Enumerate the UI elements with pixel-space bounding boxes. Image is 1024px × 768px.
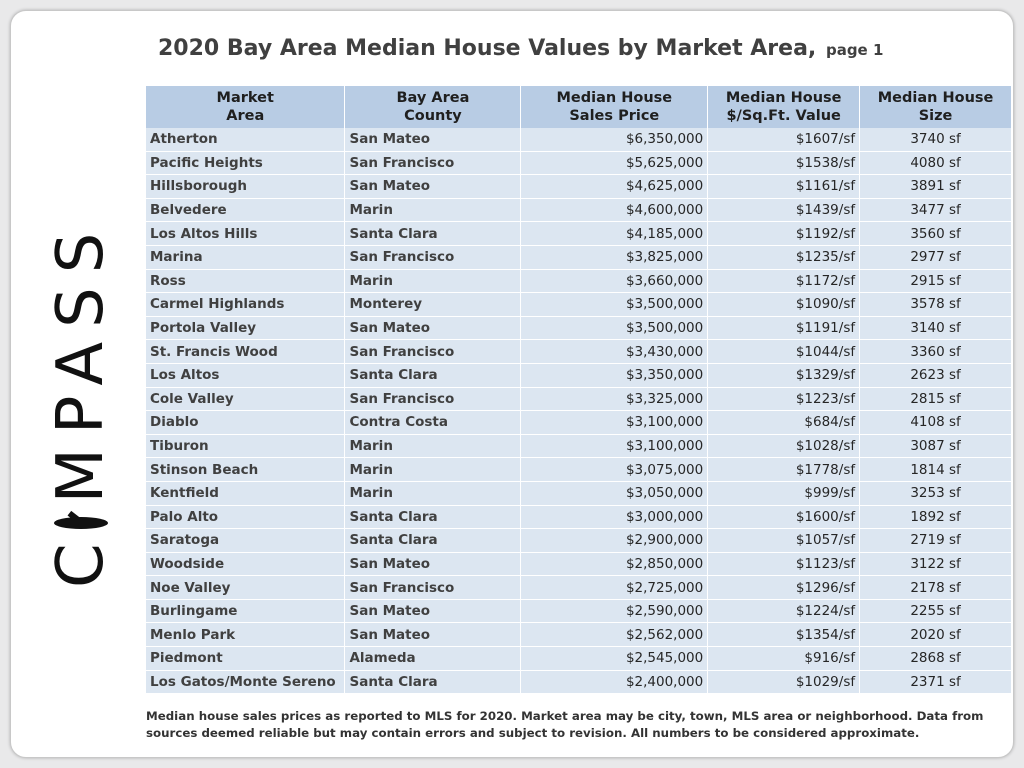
sqft-value-cell: $1354/sf (708, 623, 860, 647)
sales-price-cell: $3,050,000 (521, 481, 708, 505)
size-cell: 2255 sf (860, 599, 1012, 623)
size-cell: 3578 sf (860, 293, 1012, 317)
sales-price-cell: $6,350,000 (521, 128, 708, 151)
sqft-value-cell: $1538/sf (708, 151, 860, 175)
market-area-cell: Cole Valley (146, 387, 345, 411)
table-row (146, 434, 1012, 458)
market-area-cell: Woodside (146, 552, 345, 576)
sqft-value-cell: $1296/sf (708, 576, 860, 600)
sqft-value-cell: $1029/sf (708, 670, 860, 694)
table-row (146, 222, 1012, 246)
size-cell: 2915 sf (860, 269, 1012, 293)
county-cell: Alameda (345, 647, 521, 671)
market-area-cell: Tiburon (146, 434, 345, 458)
sales-price-cell: $4,600,000 (521, 198, 708, 222)
size-cell: 3122 sf (860, 552, 1012, 576)
sqft-value-cell: $1161/sf (708, 175, 860, 199)
header-sqft-value: Median House $/Sq.Ft. Value (708, 86, 860, 128)
size-cell: 2020 sf (860, 623, 1012, 647)
county-cell: San Mateo (345, 316, 521, 340)
sales-price-cell: $2,725,000 (521, 576, 708, 600)
size-cell: 3140 sf (860, 316, 1012, 340)
title-page-label: page 1 (825, 41, 884, 59)
size-cell: 1892 sf (860, 505, 1012, 529)
sqft-value-cell: $1044/sf (708, 340, 860, 364)
market-area-cell: Palo Alto (146, 505, 345, 529)
sqft-value-cell: $1235/sf (708, 245, 860, 269)
county-cell: San Mateo (345, 599, 521, 623)
sqft-value-cell: $916/sf (708, 647, 860, 671)
table-row (146, 269, 1012, 293)
table-row (146, 670, 1012, 694)
table-row (146, 599, 1012, 623)
market-area-cell: Hillsborough (146, 175, 345, 199)
market-area-cell: St. Francis Wood (146, 340, 345, 364)
sales-price-cell: $4,185,000 (521, 222, 708, 246)
header-market-area: Market Area (146, 86, 345, 128)
table-row (146, 387, 1012, 411)
sales-price-cell: $3,430,000 (521, 340, 708, 364)
market-area-cell: Stinson Beach (146, 458, 345, 482)
table-row (146, 411, 1012, 435)
size-cell: 3560 sf (860, 222, 1012, 246)
size-cell: 2977 sf (860, 245, 1012, 269)
sqft-value-cell: $1090/sf (708, 293, 860, 317)
size-cell: 3253 sf (860, 481, 1012, 505)
table-row (146, 363, 1012, 387)
market-area-cell: Los Altos Hills (146, 222, 345, 246)
footnote (146, 708, 1006, 742)
sales-price-cell: $3,100,000 (521, 411, 708, 435)
market-area-cell: Ross (146, 269, 345, 293)
size-cell: 3477 sf (860, 198, 1012, 222)
size-cell: 2178 sf (860, 576, 1012, 600)
sqft-value-cell: $1057/sf (708, 529, 860, 553)
county-cell: Santa Clara (345, 363, 521, 387)
values-table (146, 86, 1012, 694)
table-row (146, 647, 1012, 671)
sales-price-cell: $2,400,000 (521, 670, 708, 694)
sqft-value-cell: $1329/sf (708, 363, 860, 387)
market-area-cell: Los Altos (146, 363, 345, 387)
sqft-value-cell: $1123/sf (708, 552, 860, 576)
market-area-cell: Belvedere (146, 198, 345, 222)
county-cell: San Francisco (345, 151, 521, 175)
table-row (146, 198, 1012, 222)
size-cell: 2623 sf (860, 363, 1012, 387)
county-cell: San Mateo (345, 623, 521, 647)
market-area-cell: Kentfield (146, 481, 345, 505)
table-row (146, 458, 1012, 482)
size-cell: 2815 sf (860, 387, 1012, 411)
market-area-cell: Noe Valley (146, 576, 345, 600)
sales-price-cell: $2,900,000 (521, 529, 708, 553)
size-cell: 4080 sf (860, 151, 1012, 175)
size-cell: 2719 sf (860, 529, 1012, 553)
size-cell: 4108 sf (860, 411, 1012, 435)
table-row (146, 316, 1012, 340)
county-cell: Santa Clara (345, 670, 521, 694)
county-cell: Santa Clara (345, 529, 521, 553)
compass-o-icon (54, 517, 108, 529)
market-area-cell: Saratoga (146, 529, 345, 553)
table-row (146, 245, 1012, 269)
sales-price-cell: $3,325,000 (521, 387, 708, 411)
sales-price-cell: $4,625,000 (521, 175, 708, 199)
sales-price-cell: $3,100,000 (521, 434, 708, 458)
market-area-cell: Pacific Heights (146, 151, 345, 175)
sales-price-cell: $3,660,000 (521, 269, 708, 293)
table-row (146, 175, 1012, 199)
sales-price-cell: $3,350,000 (521, 363, 708, 387)
sqft-value-cell: $1192/sf (708, 222, 860, 246)
size-cell: 2868 sf (860, 647, 1012, 671)
market-area-cell: Piedmont (146, 647, 345, 671)
county-cell: San Mateo (345, 552, 521, 576)
county-cell: Monterey (345, 293, 521, 317)
sqft-value-cell: $1191/sf (708, 316, 860, 340)
size-cell: 3087 sf (860, 434, 1012, 458)
header-county: Bay Area County (345, 86, 521, 128)
table-header-row (146, 86, 1012, 128)
sqft-value-cell: $1223/sf (708, 387, 860, 411)
market-area-cell: Diablo (146, 411, 345, 435)
sqft-value-cell: $684/sf (708, 411, 860, 435)
sqft-value-cell: $1778/sf (708, 458, 860, 482)
table-row (146, 623, 1012, 647)
table-row (146, 293, 1012, 317)
county-cell: Contra Costa (345, 411, 521, 435)
county-cell: San Mateo (345, 128, 521, 151)
sales-price-cell: $2,545,000 (521, 647, 708, 671)
sales-price-cell: $3,825,000 (521, 245, 708, 269)
size-cell: 3360 sf (860, 340, 1012, 364)
sales-price-cell: $2,562,000 (521, 623, 708, 647)
size-cell: 2371 sf (860, 670, 1012, 694)
county-cell: Marin (345, 458, 521, 482)
sales-price-cell: $5,625,000 (521, 151, 708, 175)
sqft-value-cell: $1607/sf (708, 128, 860, 151)
sales-price-cell: $2,850,000 (521, 552, 708, 576)
market-area-cell: Menlo Park (146, 623, 345, 647)
county-cell: Santa Clara (345, 222, 521, 246)
market-area-cell: Los Gatos/Monte Sereno (146, 670, 345, 694)
table-row (146, 151, 1012, 175)
market-area-cell: Portola Valley (146, 316, 345, 340)
title-main: 2020 Bay Area Median House Values by Market Area, (158, 36, 817, 61)
market-area-cell: Atherton (146, 128, 345, 151)
footnote-line-1: Median house sales prices as reported to MLS for 2020. Market area may be city, town, MLS area or neighborhood. Data from (146, 709, 984, 723)
sqft-value-cell: $1600/sf (708, 505, 860, 529)
market-area-cell: Marina (146, 245, 345, 269)
compass-logo: C MPASS (44, 218, 118, 588)
table-row (146, 128, 1012, 151)
footnote-line-2: sources deemed reliable but may contain errors and subject to revision. All numbers to be considered approximate. (146, 726, 920, 740)
market-area-cell: Burlingame (146, 599, 345, 623)
sales-price-cell: $3,500,000 (521, 316, 708, 340)
county-cell: San Francisco (345, 245, 521, 269)
sqft-value-cell: $1028/sf (708, 434, 860, 458)
table-row (146, 505, 1012, 529)
header-size: Median House Size (860, 86, 1012, 128)
header-sales-price: Median House Sales Price (521, 86, 708, 128)
size-cell: 3740 sf (860, 128, 1012, 151)
size-cell: 1814 sf (860, 458, 1012, 482)
table-row (146, 552, 1012, 576)
county-cell: San Francisco (345, 340, 521, 364)
county-cell: San Mateo (345, 175, 521, 199)
table-row (146, 576, 1012, 600)
county-cell: Marin (345, 481, 521, 505)
sqft-value-cell: $1172/sf (708, 269, 860, 293)
county-cell: Marin (345, 269, 521, 293)
sales-price-cell: $3,075,000 (521, 458, 708, 482)
size-cell: 3891 sf (860, 175, 1012, 199)
county-cell: San Francisco (345, 576, 521, 600)
sales-price-cell: $3,500,000 (521, 293, 708, 317)
sales-price-cell: $2,590,000 (521, 599, 708, 623)
table-row (146, 340, 1012, 364)
table-row (146, 481, 1012, 505)
table-row (146, 529, 1012, 553)
county-cell: San Francisco (345, 387, 521, 411)
sqft-value-cell: $999/sf (708, 481, 860, 505)
county-cell: Santa Clara (345, 505, 521, 529)
county-cell: Marin (345, 434, 521, 458)
sqft-value-cell: $1439/sf (708, 198, 860, 222)
sales-price-cell: $3,000,000 (521, 505, 708, 529)
county-cell: Marin (345, 198, 521, 222)
sqft-value-cell: $1224/sf (708, 599, 860, 623)
page-title (158, 36, 883, 61)
market-area-cell: Carmel Highlands (146, 293, 345, 317)
